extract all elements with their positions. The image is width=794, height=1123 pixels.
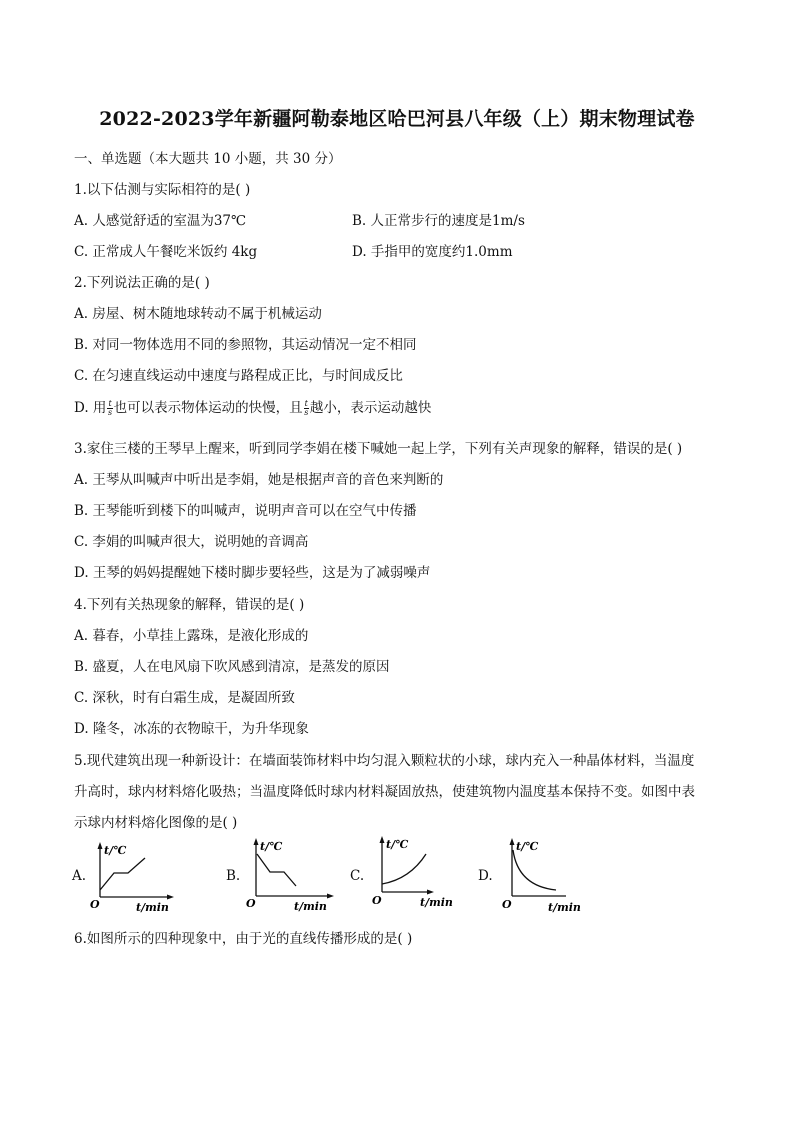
graph-a-x-label: t/min [136, 901, 169, 914]
question-3-stem: 3.家住三楼的王琴早上醒来，听到同学李娟在楼下喊她一起上学，下列有关声现象的解释，错误的是( ) [74, 441, 683, 457]
exam-title: 2022-2023学年新疆阿勒泰地区哈巴河县八年级（上）期末物理试卷 [99, 108, 695, 130]
section-heading: 一、单选题（本大题共 10 小题，共 30 分） [74, 151, 342, 167]
question-2-stem: 2.下列说法正确的是( ) [74, 275, 210, 291]
graph-c-x-arrow [427, 890, 434, 895]
graph-b-curve [257, 854, 296, 886]
graph-option-a-label[interactable]: A. [72, 868, 87, 884]
question-4-option-c[interactable]: C. 深秋，时有白霜生成，是凝固所致 [74, 690, 295, 706]
fraction-t-over-s: $\frac{t}{s}$ [107, 399, 113, 417]
question-3-option-a[interactable]: A. 王琴从叫喊声中听出是李娟，她是根据声音的音色来判断的 [74, 472, 444, 488]
fraction-t-over-s: $\frac{t}{s}$ [304, 399, 309, 417]
graph-c-y-label: t/℃ [386, 838, 409, 851]
question-2-option-a[interactable]: A. 房屋、树木随地球转动不属于机械运动 [74, 306, 322, 322]
graph-a-curve [100, 858, 145, 890]
option-d-suffix: 越小，表示运动越快 [309, 400, 432, 416]
graph-b-y-label: t/℃ [260, 840, 283, 853]
question-5-stem-line-3: 示球内材料熔化图像的是( ) [74, 815, 238, 831]
graph-c-origin: O [372, 894, 382, 907]
graph-a-y-arrow [98, 842, 103, 849]
question-4-stem: 4.下列有关热现象的解释，错误的是( ) [74, 597, 305, 613]
question-5-stem-line-1: 5.现代建筑出现一种新设计：在墙面装饰材料中均匀混入颗粒状的小球，球内充入一种晶体材料，当温度 [74, 753, 695, 769]
question-2-option-d[interactable] [74, 396, 431, 417]
question-2-option-b[interactable]: B. 对同一物体选用不同的参照物，其运动情况一定不相同 [74, 337, 417, 353]
question-1-option-b[interactable]: B. 人正常步行的速度是1m/s [352, 213, 525, 229]
option-d-middle: 也可以表示物体运动的快慢，且 [113, 400, 303, 416]
question-4-option-b[interactable]: B. 盛夏，人在电风扇下吹风感到清凉，是蒸发的原因 [74, 659, 390, 675]
question-3-option-b[interactable]: B. 王琴能听到楼下的叫喊声，说明声音可以在空气中传播 [74, 503, 417, 519]
graph-a-x-arrow [167, 895, 174, 900]
graph-d-x-label: t/min [548, 901, 581, 914]
question-4-option-a[interactable]: A. 暮春，小草挂上露珠，是液化形成的 [74, 628, 309, 644]
question-5-stem-line-2: 升高时，球内材料熔化吸热；当温度降低时球内材料凝固放热，使建筑物内温度基本保持不变。如图中表 [74, 784, 695, 800]
graph-b-origin: O [246, 897, 256, 910]
question-1-option-d[interactable]: D. 手指甲的宽度约1.0mm [352, 244, 513, 260]
graph-a-y-label: t/℃ [104, 844, 127, 857]
question-3-option-d[interactable]: D. 王琴的妈妈提醒她下楼时脚步要轻些，这是为了减弱噪声 [74, 565, 431, 581]
question-6-stem: 6.如图所示的四种现象中，由于光的直线传播形成的是( ) [74, 931, 413, 947]
graph-b-y-arrow [254, 838, 259, 845]
graph-a-origin: O [90, 898, 100, 911]
graph-option-c-label[interactable]: C. [350, 868, 365, 884]
graph-option-d-label[interactable]: D. [478, 868, 493, 884]
graph-c-y-arrow [380, 836, 385, 843]
graph-d-curve [513, 850, 556, 890]
graph-b-x-arrow [327, 894, 334, 899]
graph-d-y-label: t/℃ [516, 840, 539, 853]
question-1-stem: 1.以下估测与实际相符的是( ) [74, 182, 251, 198]
graph-d-y-arrow [510, 838, 515, 845]
graph-option-b-label[interactable]: B. [226, 868, 241, 884]
graph-d-origin: O [502, 898, 512, 911]
graph-c-x-label: t/min [420, 896, 453, 909]
graph-b-x-label: t/min [294, 900, 327, 913]
question-4-option-d[interactable]: D. 隆冬，冰冻的衣物晾干，为升华现象 [74, 721, 309, 737]
question-1-option-a[interactable]: A. 人感觉舒适的室温为37℃ [74, 213, 247, 229]
question-1-option-c[interactable]: C. 正常成人午餐吃米饭约 4kg [74, 244, 258, 260]
graph-a[interactable] [90, 840, 180, 915]
graph-c-curve [382, 854, 426, 884]
graph-c[interactable] [370, 834, 460, 912]
graph-d[interactable] [500, 836, 590, 914]
option-d-prefix: D. 用 [74, 400, 107, 416]
graph-b[interactable] [246, 836, 336, 914]
question-2-option-c[interactable]: C. 在匀速直线运动中速度与路程成正比，与时间成反比 [74, 368, 403, 384]
question-3-option-c[interactable]: C. 李娟的叫喊声很大，说明她的音调高 [74, 534, 309, 550]
